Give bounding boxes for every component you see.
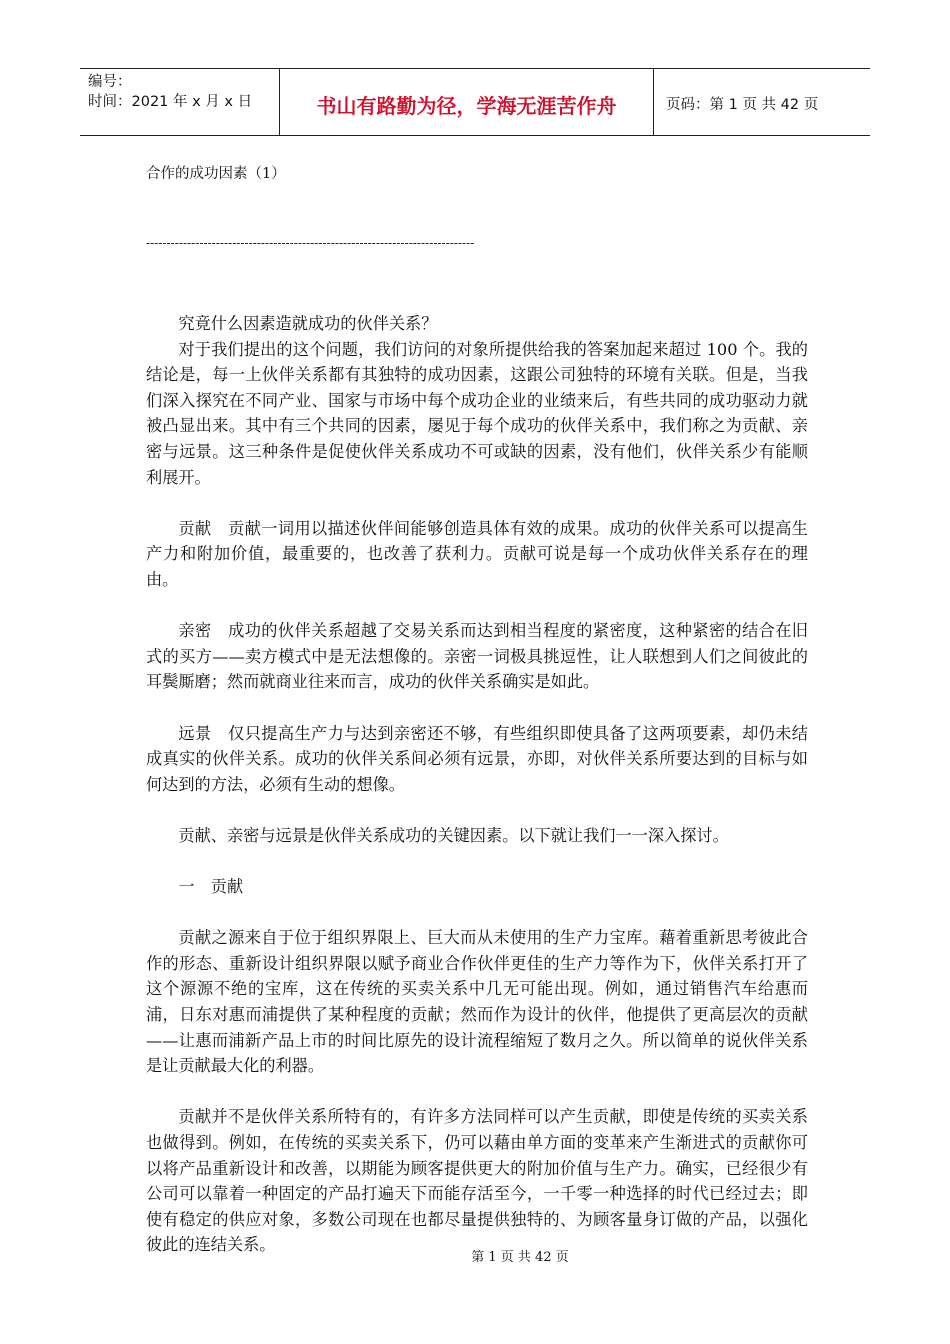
header-page-counter: 页码：第 1 页 共 42 页: [666, 96, 819, 113]
paragraph-contribution-source: 贡献之源来自于位于组织界限上、巨大而从未使用的生产力宝库。藉着重新思考彼此合作的形态、重新设计组织界限以赋予商业合作伙伴更佳的生产力等作为下，伙伴关系打开了这个源源不绝的宝库，这在传统的买卖关系中几无可能出现。例如，通过销售汽车给惠而浦，日东对惠而浦提供了某种程度的贡献；然而作为设计的伙伴，他提供了更高层次的贡献——让惠而浦新产品上市的时间比原先的设计流程缩短了数月之久。所以简单的说伙伴关系是让贡献最大化的利器。: [146, 928, 808, 1076]
title-separator: --------------------------------------------------------------------------------: [146, 236, 475, 250]
document-date-label: 时间：2021 年 x 月 x 日: [88, 94, 253, 110]
paragraph-intro: 对于我们提出的这个问题，我们访问的对象所提供给我的答案加起来超过 100 个。我的结论是，每一上伙伴关系都有其独特的成功因素，这跟公司独特的环境有关联。但是，当我们深入探究在不同产业、国家与市场中每个成功企业的业绩来后，有些共同的成功驱动力就被凸显出来。其中有三个共同的因素，屡见于每个成功的伙伴关系中，我们称之为贡献、亲密与远景。这三种条件是促使伙伴关系成功不可或缺的因素，没有他们，伙伴关系少有能顺利展开。: [146, 339, 808, 487]
section-heading-contribution: 一 贡献: [178, 877, 244, 897]
document-number-label: 编号：: [88, 74, 132, 90]
paragraph-vision: 远景 仅只提高生产力与达到亲密还不够，有些组织即使具备了这两项要素，却仍未结成真实的伙伴关系。成功的伙伴关系间必须有远景，亦即，对伙伴关系所要达到的目标与如何达到的方法，必须有生动的想像。: [146, 723, 808, 794]
paragraph-question: 究竟什么因素造就成功的伙伴关系？: [178, 314, 438, 333]
paragraph-summary: 贡献、亲密与远景是伙伴关系成功的关键因素。以下就让我们一一深入探讨。: [178, 825, 729, 845]
document-body: [146, 311, 808, 1258]
paragraph-contribution-not-unique: 贡献并不是伙伴关系所特有的，有许多方法同样可以产生贡献，即使是传统的买卖关系也做得到。例如，在传统的买卖关系下，仍可以藉由单方面的变革来产生渐进式的贡献你可以将产品重新设计和改善，以期能为顾客提供更大的附加价值与生产力。确实，已经很少有公司可以靠着一种固定的产品打遍天下而能存活至今，一千零一种选择的时代已经过去；即使有稳定的供应对象，多数公司现在也都尽量提供独特的、为顾客量身订做的产品，以强化彼此的连结关系。: [146, 1107, 808, 1255]
paragraph-intimacy: 亲密 成功的伙伴关系超越了交易关系而达到相当程度的紧密度，这种紧密的结合在旧式的买方——卖方模式中是无法想像的。亲密一词极具挑逗性，让人联想到人们之间彼此的耳鬓厮磨；然而就商业往来而言，成功的伙伴关系确实是如此。: [146, 621, 808, 692]
header-motto: 书山有路勤为径，学海无涯苦作舟: [280, 69, 654, 135]
paragraph-contribution: 贡献 贡献一词用以描述伙伴间能够创造具体有效的成果。成功的伙伴关系可以提高生产力和附加价值，最重要的，也改善了获利力。贡献可说是每一个成功伙伴关系存在的理由。: [146, 518, 808, 589]
page-header: [80, 68, 870, 136]
document-title: 合作的成功因素（1）: [146, 166, 286, 182]
page-footer: 第 1 页 共 42 页: [471, 1250, 569, 1265]
header-meta: [80, 69, 280, 135]
